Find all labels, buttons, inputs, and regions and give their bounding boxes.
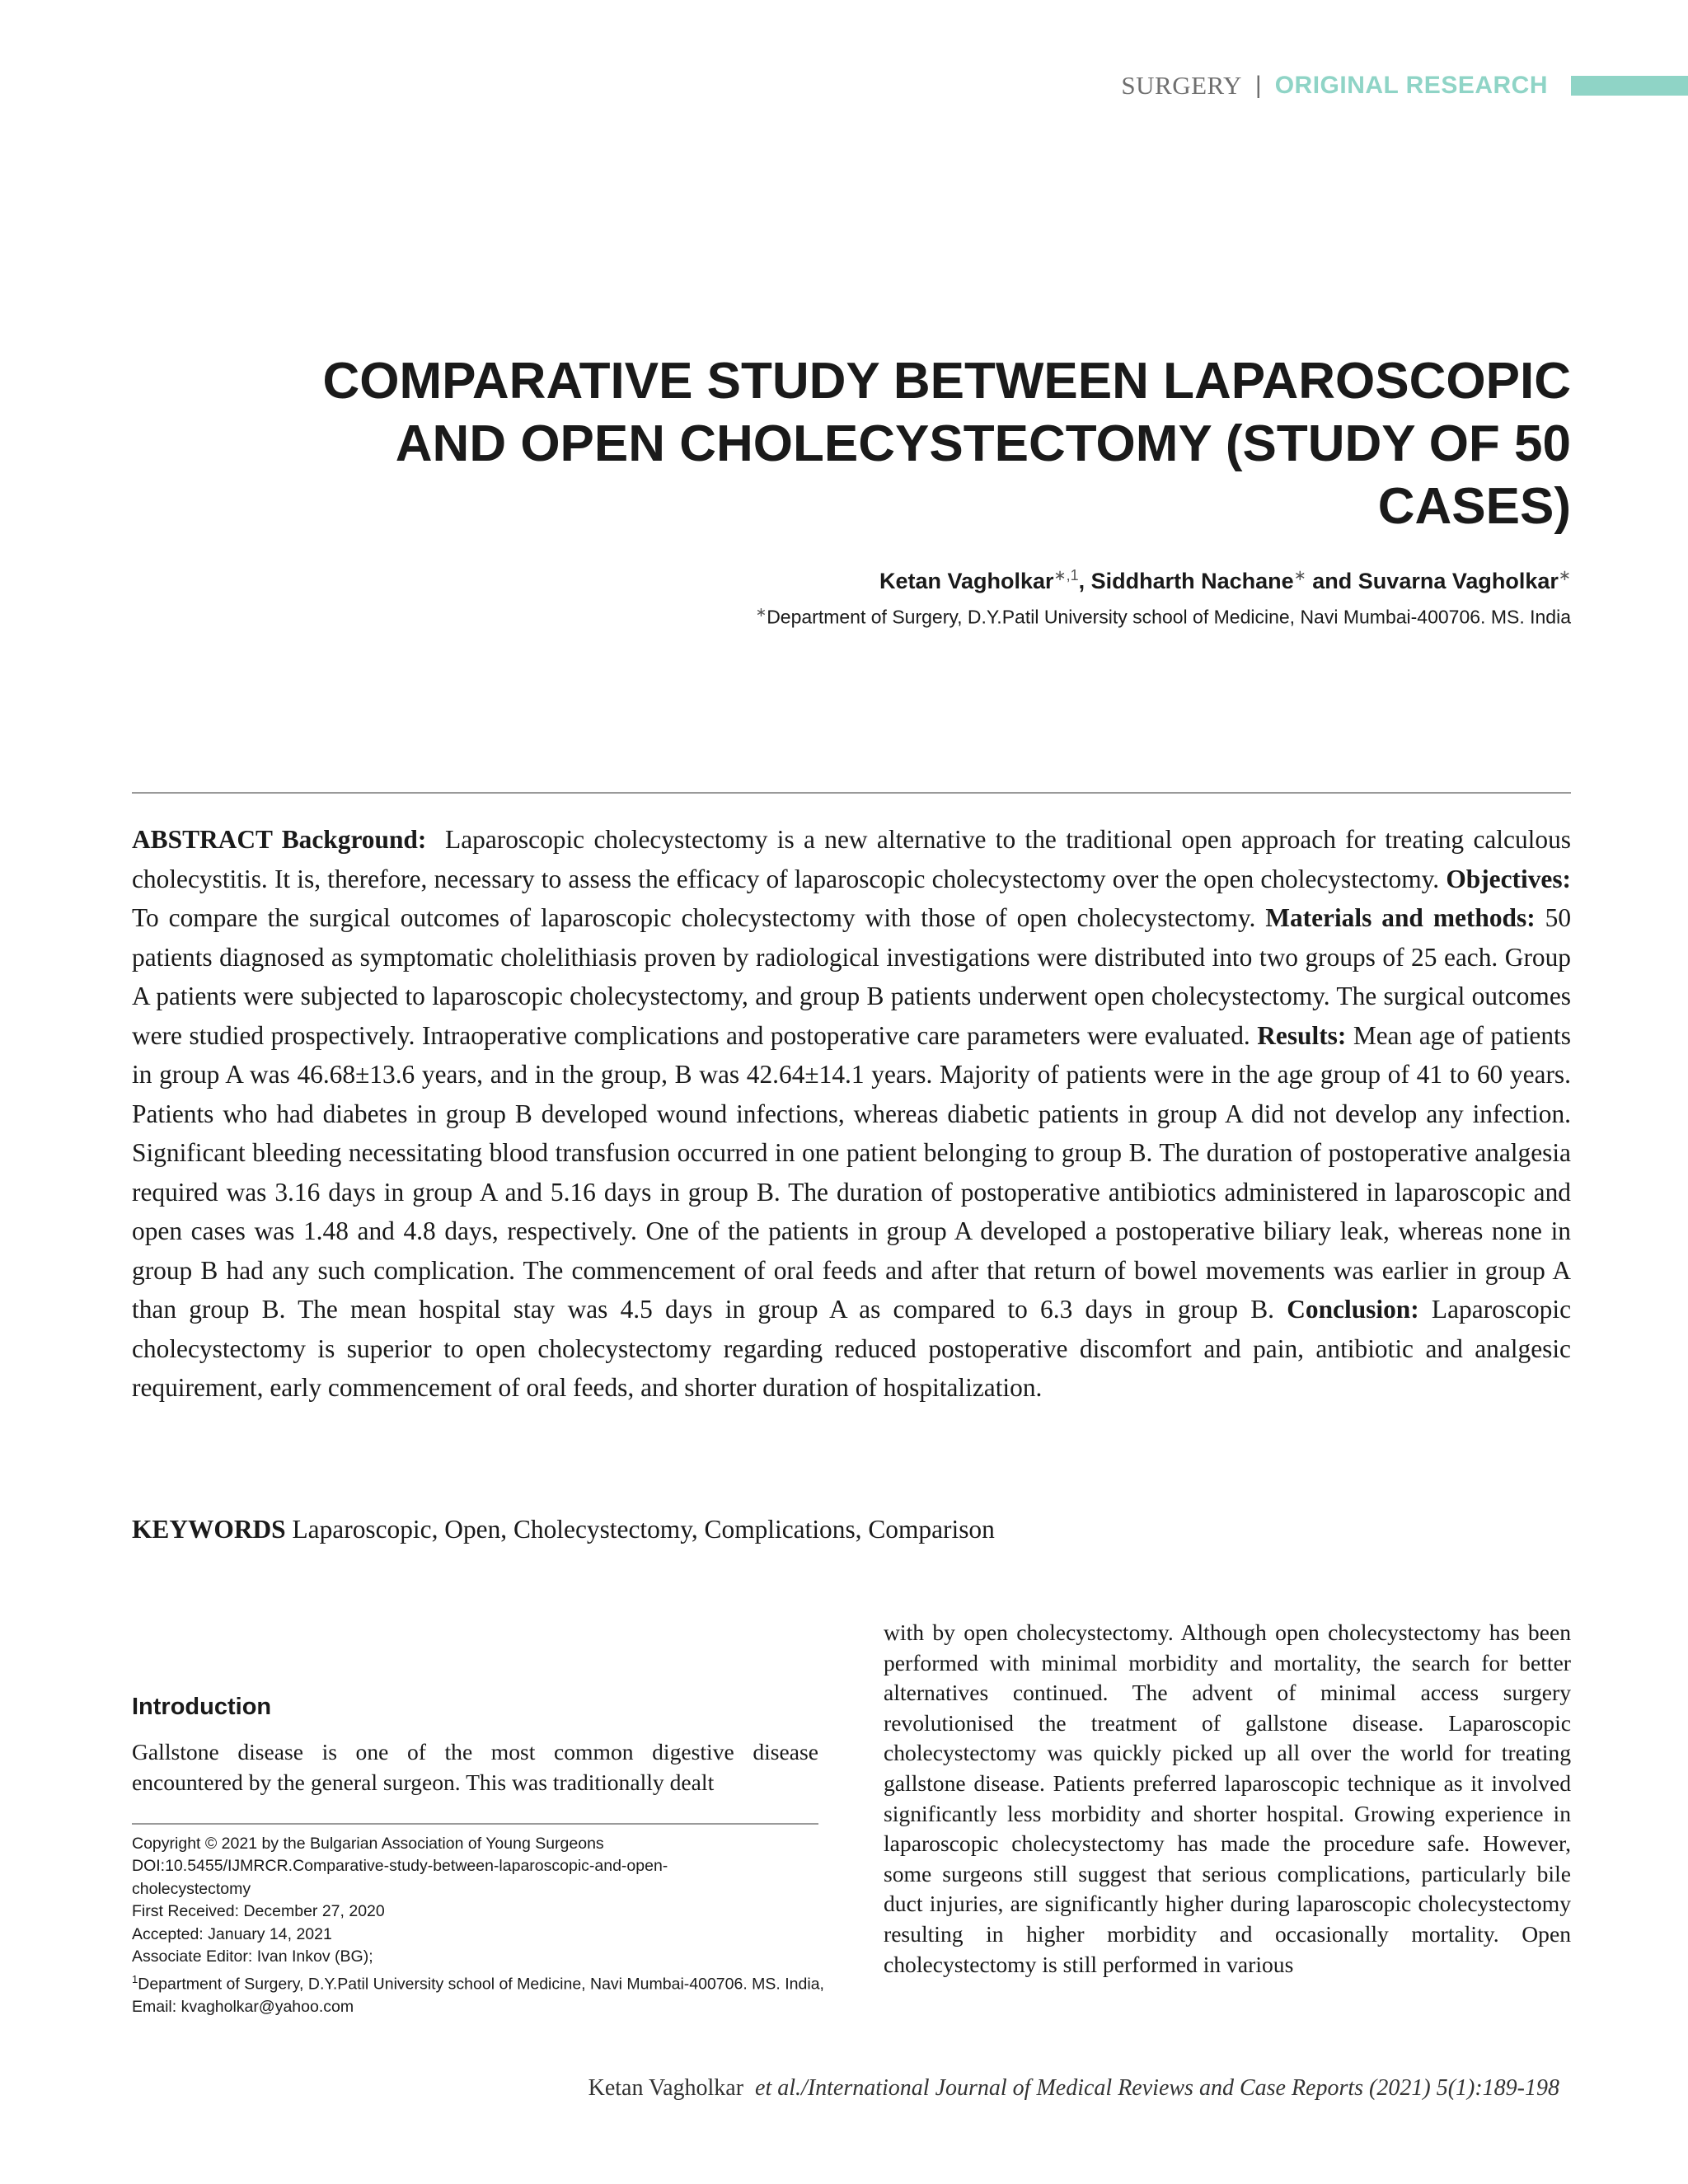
header-section: SURGERY	[1121, 71, 1242, 100]
editor-line: Associate Editor: Ivan Inkov (BG);	[132, 1947, 373, 1966]
abstract	[132, 820, 1571, 1408]
received-line: First Received: December 27, 2020	[132, 1902, 385, 1921]
note-text: Department of Surgery, D.Y.Patil University school of Medicine, Navi Mumbai-400706. MS. India, Email: kvagholkar@yahoo.com	[132, 1975, 824, 2017]
keywords-label: KEYWORDS	[132, 1515, 286, 1544]
abstract-methods: 50 patients diagnosed as symptomatic cholelithiasis proven by radiological investigations were distributed into two groups of 25 each. Group A patients were subjected to laparoscopic cholecystectomy, and group B patients underwent open cholecystectomy. The surgical outcomes were studied prospectively. Intraoperative complications and postoperative care parameters were evaluated.	[132, 903, 1572, 1050]
doi-line: DOI:10.5455/IJMRCR.Comparative-study-between-laparoscopic-and-open-cholecystectomy	[132, 1857, 668, 1898]
copyright-line: Copyright © 2021 by the Bulgarian Association of Young Surgeons	[132, 1835, 604, 1853]
author-mark: ∗,1	[1053, 567, 1079, 583]
abstract-conclusion: Laparoscopic cholecystectomy is superior to open cholecystectomy regarding reduced postoperative discomfort and pain, antibiotic and analgesic requirement, early commencement of oral feeds, and shorter duration of hospitalization.	[132, 1295, 1571, 1402]
author-name: Ketan Vagholkar	[879, 569, 1054, 593]
keywords-text: Laparoscopic, Open, Cholecystectomy, Complications, Comparison	[292, 1515, 995, 1544]
author-name: Siddharth Nachane	[1090, 569, 1294, 593]
footer-journal: International Journal of Medical Reviews and Case Reports (2021) 5(1):189-198	[807, 2075, 1559, 2101]
header-category: ORIGINAL RESEARCH	[1274, 72, 1548, 99]
header-separator: |	[1254, 72, 1262, 99]
divider	[132, 792, 1571, 794]
note-mark: 1	[132, 1973, 138, 1986]
abstract-background: Laparoscopic cholecystectomy is a new alternative to the traditional open approach for treating calculous cholecystitis. It is, therefore, necessary to assess the efficacy of laparoscopic cholecystectomy over the open cholecystectomy.	[132, 825, 1571, 893]
author-separator: ,	[1078, 569, 1091, 593]
intro-text-left: Gallstone disease is one of the most common digestive disease encountered by the general surgeon. This was traditionally dealt	[132, 1739, 818, 1795]
author-mark: ∗	[1293, 567, 1306, 583]
footer-author: Ketan Vagholkar	[588, 2075, 744, 2101]
running-header	[1121, 68, 1688, 104]
objectives-label: Objectives:	[1446, 864, 1571, 893]
keywords	[132, 1510, 1571, 1549]
author-separator: and	[1306, 569, 1358, 593]
methods-label: Materials and methods:	[1265, 903, 1536, 932]
footer-etal: et al./	[755, 2075, 808, 2101]
abstract-objectives: To compare the surgical outcomes of laparoscopic cholecystectomy with those of open cholecystectomy.	[132, 903, 1256, 932]
corresponding-note	[132, 1968, 832, 2018]
conclusion-label: Conclusion:	[1287, 1295, 1419, 1324]
abstract-label: ABSTRACT Background:	[132, 825, 427, 854]
author-list	[247, 567, 1571, 594]
affiliation-mark: ∗	[755, 606, 767, 620]
header-accent-bar	[1571, 76, 1688, 96]
section-heading: Introduction	[132, 1694, 272, 1720]
affiliation-text: Department of Surgery, D.Y.Patil University school of Medicine, Navi Mumbai-400706. MS. India	[767, 606, 1571, 628]
intro-text-right: with by open cholecystectomy. Although open cholecystectomy has been performed with minimal morbidity and mortality, the search for better alternatives continued. The advent of minimal access surgery revolutionised the treatment of gallstone disease. Laparoscopic cholecystectomy was quickly picked up all over the world for treating gallstone disease. Patients preferred laparoscopic technique as it involved significantly less morbidity and shorter hospital. Growing experience in laparoscopic cholecystectomy has made the procedure safe. However, some surgeons still suggest that serious complications, particularly bile duct injuries, are significantly higher during laparoscopic cholecystectomy resulting in higher morbidity and occasionally mortality. Open cholecystectomy is still performed in various	[884, 1619, 1571, 1977]
article-title: COMPARATIVE STUDY BETWEEN LAPAROSCOPIC AND OPEN CHOLECYSTECTOMY (STUDY OF 50 CASES)	[322, 353, 1571, 535]
affiliation	[247, 604, 1571, 629]
article-metadata	[132, 1833, 832, 2019]
footnote-divider	[132, 1823, 818, 1825]
results-label: Results:	[1257, 1020, 1347, 1050]
abstract-results: Mean age of patients in group A was 46.68±13.6 years, and in the group, B was 42.64±14.1 years. Majority of patients were in the age group of 41 to 60 years. Patients who had diabetes in group B developed wound infections, whereas diabetic patients in group A did not develop any infection. Significant bleeding necessitating blood transfusion occurred in one patient belonging to group B. The duration of postoperative analgesia required was 3.16 days in group A and 5.16 days in group B. The duration of postoperative antibiotics administered in laparoscopic and open cases was 1.48 and 4.8 days, respectively. One of the patients in group A developed a postoperative biliary leak, whereas none in group B had any such complication. The commencement of oral feeds and after that return of bowel movements was earlier in group A than group B. The mean hospital stay was 4.5 days in group A as compared to 6.3 days in group B.	[132, 1020, 1571, 1324]
author-mark: ∗	[1558, 567, 1571, 583]
accepted-line: Accepted: January 14, 2021	[132, 1924, 332, 1943]
author-name: Suvarna Vagholkar	[1357, 569, 1559, 593]
page-footer	[165, 2075, 1559, 2102]
